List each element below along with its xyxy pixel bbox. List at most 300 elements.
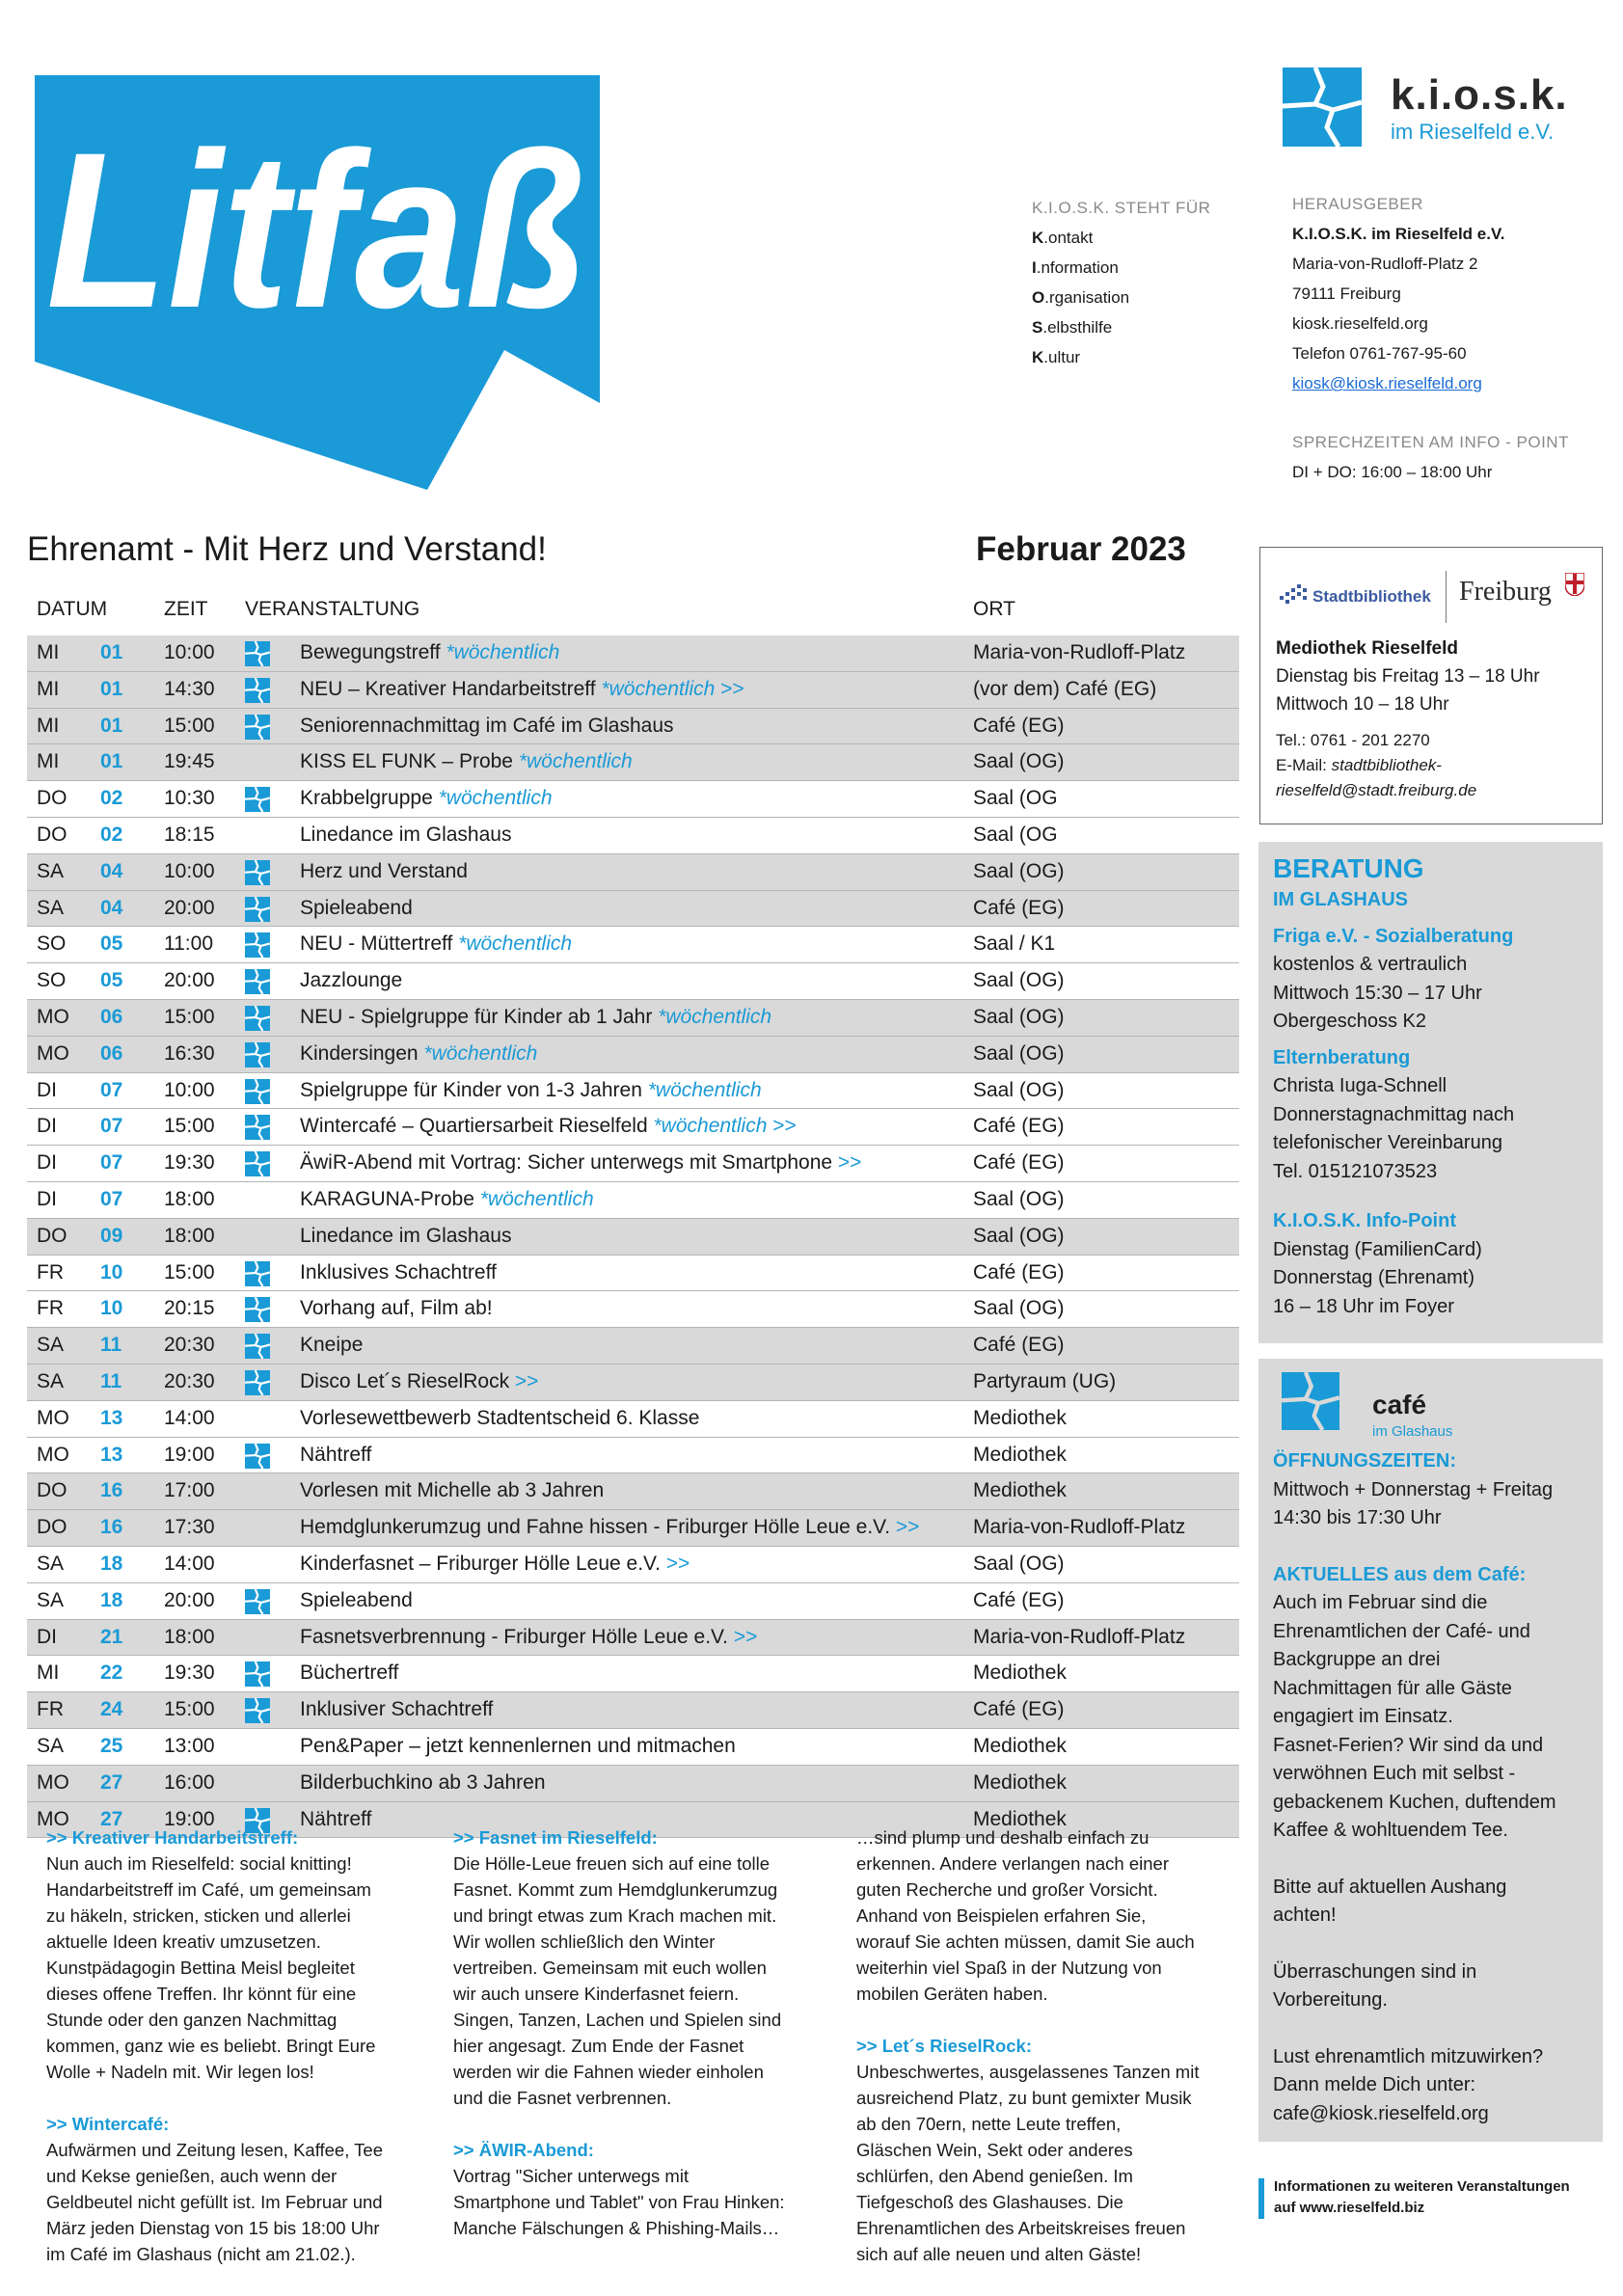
event-date: 01 [100, 677, 123, 700]
event-location: Café (EG) [973, 1588, 1065, 1611]
cafe-news-line: Backgruppe an drei [1273, 1649, 1441, 1670]
cafe-surprise-line: Vorbereitung. [1273, 1989, 1388, 2011]
event-location: Saal (OG [973, 823, 1058, 846]
event-title: KARAGUNA-Probe *wöchentlich [300, 1187, 594, 1210]
publisher-block [1292, 189, 1601, 487]
cafe-news-line: verwöhnen Euch mit selbst - [1273, 1763, 1516, 1784]
cafe-news-line: Fasnet-Ferien? Wir sind da und [1273, 1734, 1544, 1756]
event-date: 04 [100, 896, 123, 919]
more-info-arrow: >> [509, 1369, 539, 1392]
event-location: Saal (OG) [973, 1297, 1065, 1320]
kiosk-event-icon [245, 641, 270, 666]
event-location: Café (EG) [973, 1698, 1065, 1721]
column-text-line: vertreiben. Gemeinsam mit euch wollen [453, 1958, 767, 1978]
column-text-line: Geldbeutel nicht gefüllt ist. Im Februar und [46, 2192, 383, 2212]
event-day: SA [37, 859, 65, 882]
more-info-arrow: >> [727, 1625, 758, 1648]
event-time: 10:00 [164, 641, 215, 663]
event-location: Saal (OG) [973, 1187, 1065, 1210]
event-day: SO [37, 969, 67, 992]
cafe-logo-icon [1282, 1372, 1339, 1430]
event-row [27, 709, 1239, 745]
kiosk-event-icon [245, 1042, 270, 1067]
column-text-line: werden wir die Fahnen wieder einholen [453, 2062, 764, 2082]
event-row [27, 1291, 1239, 1328]
event-time: 14:00 [164, 1406, 215, 1429]
cafe-news-line: Nachmittagen für alle Gäste [1273, 1677, 1512, 1699]
mediothek-box [1259, 547, 1603, 824]
column-text-line: Smartphone und Tablet" von Frau Hinken: [453, 2192, 785, 2212]
cafe-logo [1282, 1372, 1571, 1440]
event-row [27, 1256, 1239, 1292]
event-time: 19:30 [164, 1151, 215, 1175]
column-text-line: …sind plump und deshalb einfach zu [856, 1827, 1150, 1848]
event-time: 16:00 [164, 1770, 215, 1794]
office-hours-heading: SPRECHZEITEN AM INFO - POINT [1292, 433, 1569, 451]
event-time: 20:15 [164, 1297, 215, 1320]
kiosk-event-icon [245, 1444, 270, 1469]
event-location: Café (EG) [973, 1151, 1065, 1175]
weekly-tag: *wöchentlich [446, 641, 560, 663]
kiosk-event-icon [245, 1370, 270, 1395]
event-day: MI [37, 750, 60, 773]
kiosk-brand [1283, 68, 1591, 154]
event-row [27, 1766, 1239, 1802]
logo-text: Litfaß [46, 106, 586, 354]
event-day: DI [37, 1115, 57, 1138]
event-day: DI [37, 1151, 57, 1175]
litfass-logo-graphic [35, 75, 613, 490]
event-title: Pen&Paper – jetzt kennenlernen und mitmachen [300, 1734, 736, 1757]
event-row [27, 1364, 1239, 1401]
event-day: FR [37, 1297, 64, 1320]
event-time: 11:00 [164, 932, 213, 956]
kiosk-event-icon [245, 860, 270, 885]
event-row [27, 781, 1239, 818]
cafe-hours-line: Mittwoch + Donnerstag + Freitag [1273, 1478, 1554, 1500]
cafe-news-line: gebackenem Kuchen, duftendem [1273, 1791, 1556, 1813]
event-table [27, 635, 1239, 1838]
cafe-hours-title: ÖFFNUNGSZEITEN: [1273, 1450, 1456, 1472]
column-text-line: zu häkeln, stricken, sticken und allerlei [46, 1905, 351, 1926]
event-date: 22 [100, 1661, 123, 1685]
cafe-notice-line: achten! [1273, 1904, 1337, 1926]
event-date: 27 [100, 1770, 123, 1794]
column-heading: >> Fasnet im Rieselfeld: [453, 1827, 658, 1848]
event-time: 20:00 [164, 969, 215, 992]
library-logo [1280, 563, 1588, 621]
event-time: 18:15 [164, 823, 215, 846]
event-day: MI [37, 677, 60, 700]
event-row [27, 1328, 1239, 1364]
header-ort: ORT [973, 598, 1015, 620]
acronym-item: O.rganisation [1032, 288, 1130, 307]
event-day: MO [37, 1443, 69, 1466]
column-text-line: und die Fasnet verbrennen. [453, 2088, 672, 2108]
event-day: DI [37, 1078, 57, 1101]
event-title: Jazzlounge [300, 969, 403, 992]
event-day: SO [37, 932, 67, 956]
event-day: SA [37, 1588, 65, 1611]
litfass-logo [35, 75, 613, 490]
event-date: 09 [100, 1224, 123, 1247]
event-time: 20:30 [164, 1334, 215, 1357]
more-info-arrow: >> [890, 1516, 920, 1539]
event-location: Saal (OG) [973, 969, 1065, 992]
event-day: MI [37, 641, 60, 663]
text-column-3 [856, 1824, 1242, 2267]
column-text-line: Ehrenamtlichen des Arbeitskreises freuen [856, 2218, 1186, 2238]
infopoint-line: Donnerstag (Ehrenamt) [1273, 1267, 1474, 1288]
kiosk-event-icon [245, 897, 270, 922]
cafe-notice-line: Bitte auf aktuellen Aushang [1273, 1876, 1507, 1898]
weekly-tag: *wöchentlich [647, 1078, 762, 1101]
kiosk-event-icon [245, 678, 270, 703]
column-text-line: Tiefgeschoß des Glashauses. Die [856, 2192, 1123, 2212]
event-date: 07 [100, 1151, 123, 1175]
event-row [27, 1656, 1239, 1692]
event-location: Café (EG) [973, 1334, 1065, 1357]
column-text-line: Fasnet. Kommt zum Hemdglunkerumzug [453, 1879, 778, 1900]
event-row [27, 891, 1239, 928]
column-text-line: schlürfen, den Abend genießen. Im [856, 2166, 1133, 2186]
column-text-line: und Kekse genießen, auch wenn der [46, 2166, 338, 2186]
event-row [27, 1620, 1239, 1657]
event-title: Spieleabend [300, 896, 413, 919]
event-title: Herz und Verstand [300, 859, 468, 882]
column-text-line: Kunstpädagogin Bettina Meisl begleitet [46, 1958, 355, 1978]
column-text-line: kommen, ganz wie es beliebt. Bringt Eure [46, 2036, 376, 2056]
event-row [27, 1692, 1239, 1729]
office-hours: DI + DO: 16:00 – 18:00 Uhr [1292, 463, 1493, 481]
event-row [27, 1146, 1239, 1182]
cafe-volunteer-line: Lust ehrenamtlich mitzuwirken? [1273, 2045, 1544, 2067]
event-title: Nähtreff [300, 1443, 372, 1466]
event-location: Maria-von-Rudloff-Platz [973, 1625, 1186, 1648]
more-info-arrow: >> [832, 1151, 862, 1175]
event-time: 17:30 [164, 1516, 215, 1539]
column-text-line: Manche Fälschungen & Phishing-Mails… [453, 2218, 780, 2238]
column-text-line: Nun auch im Rieselfeld: social knitting! [46, 1853, 352, 1874]
event-location: (vor dem) Café (EG) [973, 677, 1157, 700]
column-text-line: Die Hölle-Leue freuen sich auf eine tolle [453, 1853, 771, 1874]
publisher-web: kiosk.rieselfeld.org [1292, 314, 1428, 333]
column-heading: >> Let´s RieselRock: [856, 2036, 1032, 2056]
event-time: 15:00 [164, 1698, 215, 1721]
event-row [27, 635, 1239, 672]
weekly-tag: *wöchentlich [658, 1005, 772, 1028]
event-date: 06 [100, 1005, 123, 1028]
infopoint-line: Dienstag (FamilienCard) [1273, 1238, 1482, 1260]
event-title: Hemdglunkerumzug und Fahne hissen - Friburger Hölle Leue e.V. >> [300, 1516, 920, 1539]
event-title: Inklusives Schachtreff [300, 1260, 497, 1283]
event-day: FR [37, 1260, 64, 1283]
event-date: 10 [100, 1297, 123, 1320]
infopoint-title: K.I.O.S.K. Info-Point [1273, 1210, 1456, 1231]
event-time: 19:00 [164, 1443, 215, 1466]
acronym-heading: K.I.O.S.K. STEHT FÜR [1032, 199, 1211, 217]
column-text-line: sich auf alle neuen und alten Gäste! [856, 2244, 1142, 2264]
kiosk-event-icon [245, 1297, 270, 1322]
event-title: Fasnetsverbrennung - Friburger Hölle Leue e.V. >> [300, 1625, 758, 1648]
event-day: SA [37, 1334, 65, 1357]
kiosk-event-icon [245, 1151, 270, 1176]
column-text-line: Stunde oder den ganzen Nachmittag [46, 2010, 338, 2030]
column-text-line: Unbeschwertes, ausgelassenes Tanzen mit [856, 2062, 1200, 2082]
event-title: KISS EL FUNK – Probe *wöchentlich [300, 750, 633, 773]
more-info-arrow: >> [660, 1552, 690, 1575]
event-row [27, 818, 1239, 854]
event-day: DO [37, 1224, 68, 1247]
publisher-heading: HERAUSGEBER [1292, 195, 1423, 213]
publisher-phone: Telefon 0761-767-95-60 [1292, 344, 1467, 363]
event-day: DI [37, 1625, 57, 1648]
event-title: Vorlesen mit Michelle ab 3 Jahren [300, 1479, 605, 1502]
event-row [27, 854, 1239, 891]
beratung-panel [1258, 842, 1603, 1343]
event-title: NEU – Kreativer Handarbeitstreff *wöchentlich >> [300, 677, 744, 700]
event-time: 15:00 [164, 1115, 215, 1138]
event-row [27, 744, 1239, 781]
footer-line-2: auf www.rieselfeld.biz [1274, 2200, 1425, 2216]
column-heading: >> ÄWIR-Abend: [453, 2140, 594, 2160]
cafe-volunteer-email: cafe@kiosk.rieselfeld.org [1273, 2102, 1489, 2124]
kiosk-event-icon [245, 787, 270, 812]
column-text-line: März jeden Dienstag von 15 bis 18:00 Uhr [46, 2218, 380, 2238]
friga-line: Obergeschoss K2 [1273, 1011, 1426, 1032]
eltern-line: Christa Iuga-Schnell [1273, 1075, 1447, 1096]
acronym-item: K.ontakt [1032, 229, 1094, 247]
kiosk-event-icon [245, 1334, 270, 1359]
publisher-city: 79111 Freiburg [1292, 284, 1401, 303]
event-day: FR [37, 1698, 64, 1721]
mediothek-hours-1: Dienstag bis Freitag 13 – 18 Uhr [1276, 666, 1540, 687]
event-location: Saal (OG) [973, 750, 1065, 773]
column-text-line: aktuelle Ideen kreativ umzusetzen. [46, 1931, 321, 1952]
event-row [27, 1073, 1239, 1110]
event-day: MI [37, 1661, 60, 1685]
event-date: 06 [100, 1041, 123, 1065]
event-title: Linedance im Glashaus [300, 823, 512, 846]
event-day: SA [37, 1552, 65, 1575]
acronym-item: K.ultur [1032, 348, 1081, 366]
weekly-tag: *wöchentlich [423, 1041, 538, 1065]
column-text-line: Gläschen Wein, Sekt oder anderes [856, 2140, 1133, 2160]
event-date: 24 [100, 1698, 123, 1721]
event-location: Café (EG) [973, 1260, 1065, 1283]
event-row [27, 1729, 1239, 1766]
header-datum: DATUM [37, 598, 108, 620]
event-time: 18:00 [164, 1224, 215, 1247]
event-location: Mediothek [973, 1443, 1067, 1466]
cafe-volunteer-line: Dann melde Dich unter: [1273, 2074, 1476, 2095]
cafe-news-title: AKTUELLES aus dem Café: [1273, 1563, 1527, 1585]
header-veranstaltung: VERANSTALTUNG [245, 598, 420, 620]
event-day: DO [37, 823, 68, 846]
footer-line-1: Informationen zu weiteren Veranstaltungen [1274, 2178, 1570, 2195]
cafe-news-line: Kaffee & wohltuendem Tee. [1273, 1820, 1508, 1841]
event-location: Mediothek [973, 1734, 1067, 1757]
event-date: 11 [100, 1369, 122, 1392]
page-title: Ehrenamt - Mit Herz und Verstand! [27, 530, 547, 568]
event-row [27, 1037, 1239, 1073]
event-date: 11 [100, 1334, 122, 1357]
event-day: DO [37, 787, 68, 810]
weekly-tag: *wöchentlich [458, 932, 573, 956]
event-location: Saal (OG) [973, 1078, 1065, 1101]
event-location: Saal (OG) [973, 1552, 1065, 1575]
cafe-news-line: Ehrenamtlichen der Café- und [1273, 1620, 1530, 1642]
event-location: Mediothek [973, 1807, 1067, 1830]
mediothek-email-line1: E-Mail: stadtbibliothek- [1276, 756, 1442, 774]
event-title: Disco Let´s RieselRock >> [300, 1369, 539, 1392]
event-location: Café (EG) [973, 896, 1065, 919]
event-row [27, 1109, 1239, 1146]
text-column-1 [46, 1824, 427, 2267]
event-title: Inklusiver Schachtreff [300, 1698, 494, 1721]
event-time: 18:00 [164, 1187, 215, 1210]
event-title: Spielgruppe für Kinder von 1-3 Jahren *wöchentlich [300, 1078, 762, 1101]
mediothek-hours-2: Mittwoch 10 – 18 Uhr [1276, 694, 1449, 715]
column-text-line: ab den 70ern, nette Leute treffen, [856, 2114, 1122, 2134]
weekly-tag: *wöchentlich [653, 1115, 768, 1138]
event-time: 17:00 [164, 1479, 215, 1502]
eltern-line: telefonischer Vereinbarung [1273, 1132, 1502, 1153]
acronym-item: S.elbsthilfe [1032, 318, 1113, 337]
text-column-2 [453, 1824, 834, 2241]
weekly-tag: *wöchentlich [438, 787, 553, 810]
event-location: Saal / K1 [973, 932, 1056, 956]
freiburg-shield-icon [1565, 573, 1584, 596]
event-title: NEU - Müttertreff *wöchentlich [300, 932, 573, 956]
weekly-tag: *wöchentlich [518, 750, 633, 773]
event-time: 19:45 [164, 750, 215, 773]
event-date: 04 [100, 859, 123, 882]
column-text-line: Singen, Tanzen, Lachen und Spielen sind [453, 2010, 782, 2030]
weekly-tag: *wöchentlich [601, 677, 716, 700]
event-location: Saal (OG) [973, 1224, 1065, 1247]
event-title: Kindersingen *wöchentlich [300, 1041, 538, 1065]
event-title: Seniorennachmittag im Café im Glashaus [300, 714, 674, 737]
event-location: Maria-von-Rudloff-Platz [973, 641, 1186, 663]
kiosk-event-icon [245, 715, 270, 740]
event-time: 19:30 [164, 1661, 215, 1685]
event-row [27, 1510, 1239, 1547]
event-day: DO [37, 1516, 68, 1539]
kiosk-subtitle: im Rieselfeld e.V. [1391, 120, 1555, 144]
kiosk-event-icon [245, 932, 270, 958]
event-date: 18 [100, 1588, 123, 1611]
event-row [27, 1547, 1239, 1583]
kiosk-event-icon [245, 1589, 270, 1614]
event-date: 25 [100, 1734, 123, 1757]
event-date: 18 [100, 1552, 123, 1575]
cafe-subtitle: im Glashaus [1372, 1423, 1453, 1440]
more-info-arrow: >> [767, 1115, 797, 1138]
kiosk-event-icon [245, 969, 270, 994]
column-text-line: Wolle + Nadeln mit. Wir legen los! [46, 2062, 314, 2082]
event-date: 27 [100, 1807, 123, 1830]
mediothek-phone: Tel.: 0761 - 201 2270 [1276, 731, 1430, 749]
event-row [27, 1401, 1239, 1438]
month-title: Februar 2023 [976, 530, 1186, 568]
column-text-line: worauf Sie achten müssen, damit Sie auch [856, 1931, 1195, 1952]
event-title: ÄwiR-Abend mit Vortrag: Sicher unterwegs mit Smartphone >> [300, 1151, 862, 1175]
event-date: 16 [100, 1479, 123, 1502]
event-row [27, 1438, 1239, 1474]
event-time: 13:00 [164, 1734, 215, 1757]
mediothek-email-line2: rieselfeld@stadt.freiburg.de [1276, 781, 1477, 799]
event-day: MO [37, 1807, 69, 1830]
friga-title: Friga e.V. - Sozialberatung [1273, 925, 1514, 947]
friga-line: Mittwoch 15:30 – 17 Uhr [1273, 982, 1482, 1004]
event-day: SA [37, 1734, 65, 1757]
event-title: Bewegungstreff *wöchentlich [300, 641, 560, 663]
infopoint-line: 16 – 18 Uhr im Foyer [1273, 1295, 1454, 1317]
publisher-email-link[interactable]: kiosk@kiosk.rieselfeld.org [1292, 374, 1482, 392]
mediothek-name: Mediothek Rieselfeld [1276, 638, 1458, 659]
event-day: MO [37, 1406, 69, 1429]
event-location: Mediothek [973, 1479, 1067, 1502]
event-time: 15:00 [164, 1260, 215, 1283]
event-location: Café (EG) [973, 1115, 1065, 1138]
column-text-line: ausreichend Platz, zu bunt gemixter Musik [856, 2088, 1192, 2108]
event-date: 21 [100, 1625, 123, 1648]
event-date: 01 [100, 714, 123, 737]
event-date: 07 [100, 1115, 123, 1138]
event-date: 05 [100, 969, 123, 992]
event-location: Saal (OG) [973, 1041, 1065, 1065]
event-title: Linedance im Glashaus [300, 1224, 512, 1247]
freiburg-logo-text: Freiburg [1459, 577, 1552, 607]
event-time: 14:00 [164, 1552, 215, 1575]
column-text-line: erkennen. Andere verlangen nach einer [856, 1853, 1169, 1874]
event-day: SA [37, 896, 65, 919]
column-text-line: Anhand von Beispielen erfahren Sie, [856, 1905, 1147, 1926]
event-title: Kinderfasnet – Friburger Hölle Leue e.V. >> [300, 1552, 690, 1575]
event-day: DI [37, 1187, 57, 1210]
cafe-surprise-line: Überraschungen sind in [1273, 1960, 1477, 1983]
column-text-line: Vortrag "Sicher unterwegs mit [453, 2166, 690, 2186]
event-row [27, 1000, 1239, 1037]
event-date: 05 [100, 932, 123, 956]
event-date: 02 [100, 823, 123, 846]
event-title: Wintercafé – Quartiersarbeit Rieselfeld *wöchentlich >> [300, 1115, 797, 1138]
event-date: 02 [100, 787, 123, 810]
event-title: Vorlesewettbewerb Stadtentscheid 6. Klasse [300, 1406, 700, 1429]
event-location: Saal (OG) [973, 1005, 1065, 1028]
column-text-line: dieses offene Treffen. Ihr könnt für eine [46, 1984, 357, 2004]
event-location: Saal (OG) [973, 859, 1065, 882]
table-header [27, 598, 1239, 631]
event-time: 10:30 [164, 787, 215, 810]
kiosk-logo-icon [1283, 68, 1362, 147]
event-row [27, 927, 1239, 963]
event-row [27, 1182, 1239, 1219]
event-date: 07 [100, 1078, 123, 1101]
column-text-line: Aufwärmen und Zeitung lesen, Kaffee, Tee [46, 2140, 383, 2160]
event-row [27, 1219, 1239, 1256]
event-time: 20:00 [164, 896, 215, 919]
kiosk-event-icon [245, 1079, 270, 1104]
eltern-title: Elternberatung [1273, 1046, 1411, 1068]
event-date: 13 [100, 1406, 123, 1429]
event-location: Partyraum (UG) [973, 1369, 1117, 1392]
friga-line: kostenlos & vertraulich [1273, 954, 1468, 975]
event-time: 20:30 [164, 1369, 215, 1392]
event-row [27, 672, 1239, 709]
column-heading: >> Wintercafé: [46, 2114, 170, 2134]
